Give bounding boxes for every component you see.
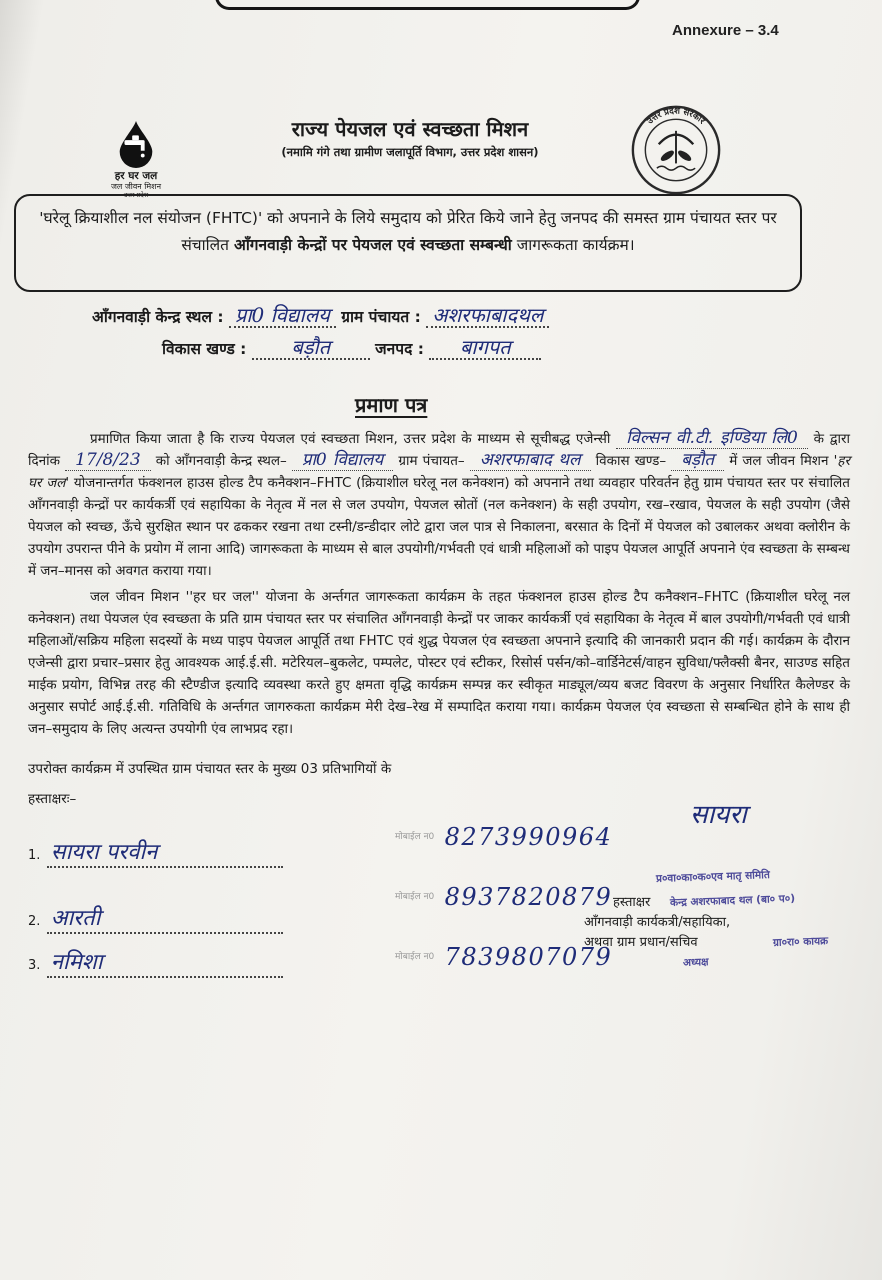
certificate-title: प्रमाण पत्र xyxy=(355,393,428,417)
certificate-paragraph-2: जल जीवन मिशन ''हर घर जल'' योजना के अर्न्तगत जागरूकता कार्यक्रम के तहत फंक्शनल हाउस होल्ड टैप कनैक्शन–FHTC (क्रियाशील घरेलू नल कनेक्शन) तथा पेयजल एंव स्वच्छता के प्रति ग्राम पंचायत स्तर पर संचालित आँगनवाड़ी केन्द्रों पर जाकर कार्यकर्त्री एवं सहायिका के नेतृत्व में बाल उपयोगी/गर्भवती एवं धात्री महिलाओं/सक्रिय महिला सदस्यों के मध्य पाइप पेयजल आपूर्ति तथा FHTC एवं शुद्ध पेयजल एंव स्वच्छता अपनाने इत्यादि की जानकारी प्रदान की गई। कार्यक्रम के दौरान एजेन्सी द्वारा प्रचार–प्रसार हेतु आवश्यक आई.ई.सी. मटेरियल–बुकलेट, पम्पलेट, पोस्टर एवं स्टीकर, रिसोर्स पर्सन/को–वार्डिनेटर्स/वाहन सुविधा/फ्लैक्सी बैनर, साउण्ड सहित माईक प्रयोग, विभिन्न तरह की स्टैण्डीज इत्यादि व्यवस्था करते हुए क्षमता वृद्धि कार्यक्रम सम्पन्न कर स्वीकृत माड्यूल/व्यय बजट विवरण के अनुसार निर्धारित कैलेण्डर के अनुसार सपोर्ट आई.ई.सी. गतिविधि के अर्न्तगत जागरुकता कार्यक्रम मेरी देख–रेख में सम्पादित कराया गया। कार्यक्रम पेयजल एंव स्वच्छता से सम्बन्धित होने के साथ ही जन–समुदाय के लिए अत्यन्त उपयोगी एंव लाभप्रद रहा। xyxy=(28,589,851,737)
participant-number: 2. xyxy=(28,914,41,929)
mobile-label: मोबाईल न0 xyxy=(395,892,435,902)
participant-row xyxy=(28,950,283,978)
para1-text-3: को आँगनवाड़ी केन्द्र स्थल– xyxy=(155,453,287,469)
program-description-box xyxy=(14,194,802,292)
mission-title: राज्य पेयजल एवं स्वच्छता मिशन xyxy=(291,117,529,141)
signatory-designation-2: अथवा ग्राम प्रधान/सचिव xyxy=(584,935,698,950)
district-label: जनपद : xyxy=(375,340,424,358)
certificate-body xyxy=(28,428,850,1018)
location-fields-row-1 xyxy=(92,304,549,328)
centre-label: आँगनवाड़ी केन्द्र स्थल : xyxy=(92,308,224,326)
block-label: विकास खण्ड : xyxy=(162,340,247,358)
participant-row xyxy=(28,840,283,868)
mobile-number: 7839807079 xyxy=(444,943,613,971)
mission-subtitle: (नमामि गंगे तथा ग्रामीण जलापूर्ति विभाग, उत्तर प्रदेश शासन) xyxy=(281,145,539,159)
seal-text: उत्तर प्रदेश सरकार xyxy=(645,106,707,127)
state-seal xyxy=(628,104,724,200)
para1-text-5: विकास खण्ड– xyxy=(595,453,667,469)
water-drop-tap-icon xyxy=(112,120,160,168)
mobile-row xyxy=(395,883,613,911)
signatures-heading: हस्ताक्षरः– xyxy=(28,791,77,807)
location-fields-row-2 xyxy=(162,336,541,360)
centre-value: प्रा0 विद्यालय xyxy=(229,304,336,328)
mobile-label: मोबाईल न0 xyxy=(395,952,435,962)
district-value: बागपत xyxy=(429,336,541,360)
up-government-seal-icon xyxy=(628,104,724,196)
program-text-1: 'घरेलू क्रियाशील नल संयोजन (FHTC)' को अपनाने के लिये समुदाय को प्रेरित किये जाने हेतु जनपद की समस्त ग्राम पंचायत स्तर पर संचालित xyxy=(39,209,777,254)
block-value: बड़ौत xyxy=(252,336,370,360)
mobile-row xyxy=(395,943,613,971)
page-top-edge xyxy=(215,0,640,10)
signatory-designation-1: आँगनवाड़ी कार्यकत्री/सहायिका, xyxy=(584,915,731,930)
signatory-signature: सायरा xyxy=(690,800,747,830)
logo-title: हर घर जल xyxy=(114,170,158,182)
certificate-paragraph-1 xyxy=(28,428,850,582)
block-handwritten: बड़ौत xyxy=(671,450,724,471)
mobile-number: 8937820879 xyxy=(444,883,613,911)
annexure-label: Annexure – 3.4 xyxy=(672,22,779,39)
stamp-line-1: प्र०वा०का०क०एव मातृ समिति xyxy=(655,869,771,885)
gram-panchayat-handwritten: अशरफाबाद थल xyxy=(470,450,591,471)
program-text-2: जागरूकता कार्यक्रम। xyxy=(516,236,635,254)
header-title-block xyxy=(205,114,615,160)
signatures-section xyxy=(28,800,850,1018)
para1-text-6: में जल जीवन मिशन xyxy=(729,453,829,469)
stamp-line-2: केन्द्र अशरफाबाद थल (बा० प०) xyxy=(669,892,796,909)
participants-intro: उपरोक्त कार्यक्रम में उपस्थित ग्राम पंचायत स्तर के मुख्य 03 प्रतिभागियों के xyxy=(28,761,392,777)
centre-handwritten: प्रा0 विद्यालय xyxy=(292,450,393,471)
stamp-role: अध्यक्ष xyxy=(682,956,709,969)
para1-text-1: प्रमाणित किया जाता है कि राज्य पेयजल एवं स्वच्छता मिशन, उत्तर प्रदेश के माध्यम से सूचीबद्ध एजेन्सी xyxy=(90,431,611,447)
participant-signature: आरती xyxy=(47,906,283,934)
para1-text-7: योजनान्तर्गत फंक्शनल हाउस होल्ड टैप कनैक्शन–FHTC (क्रियाशील घरेलू नल कनेक्शन) को अपनाने तथा व्यवहार परिवर्तन हेतु ग्राम पंचायत स्तर पर संचालित आँगनवाड़ी केन्द्रों पर कार्यकर्त्री एवं सहायिका के नेतृत्व में नल से जल उपयोग, पेयजल स्रोतों (नल कनेक्शन) के सही उपयोग, रख–रखाव, पेयजल के सही उपयोग (जैसे पेयजल को स्वच्छ, ऊँचे सुरक्षित स्थान पर ढककर रखना तथा टस्नी/डन्डीदार लोटे द्वारा जल पात्र से निकालना, बरसात के दिनों में पेयजल को उबालकर अथवा क्लोरीन के उपयोग उपरान्त पीने के प्रयोग में लाना आदि) जागरूकता के माध्यम से बाल उपयोगी/गर्भवती एवं धात्री महिलाओं को पाइप पेयजल आपूर्ति अपनाने एंव स्वच्छता के सम्बन्ध में जन–मानस को अवगत कराया गया। xyxy=(28,475,850,579)
gram-panchayat-value: अशरफाबादथल xyxy=(426,304,549,328)
mobile-number: 8273990964 xyxy=(444,823,613,851)
mission-logo xyxy=(100,120,172,199)
stamp-side: ग्रा०रा० कायक्र xyxy=(772,935,829,949)
logo-subtitle: जल जीवन मिशन xyxy=(110,182,162,191)
signature-label: हस्ताक्षर xyxy=(613,895,651,910)
logo-state: उत्तर प्रदेश xyxy=(123,191,149,199)
para1-text-4: ग्राम पंचायत– xyxy=(398,453,465,469)
gram-panchayat-label: ग्राम पंचायत : xyxy=(341,308,421,326)
mobile-row xyxy=(395,823,613,851)
participant-signature: सायरा परवीन xyxy=(47,840,283,868)
event-date-handwritten: 17/8/23 xyxy=(65,450,151,471)
mobile-label: मोबाईल न0 xyxy=(395,832,435,842)
participant-number: 1. xyxy=(28,848,41,863)
para1-text-2: के द्वारा दिनांक xyxy=(28,431,850,469)
agency-name-handwritten: विल्सन वी.टी. इण्डिया लि0 xyxy=(616,428,808,449)
program-text-bold: आँगनवाड़ी केन्द्रों पर पेयजल एवं स्वच्छता सम्बन्धी xyxy=(233,236,512,254)
participant-signature: नमिशा xyxy=(47,950,283,978)
participant-row xyxy=(28,906,283,934)
participant-number: 3. xyxy=(28,958,41,973)
scheme-name: 'हर घर जल' xyxy=(28,453,850,491)
